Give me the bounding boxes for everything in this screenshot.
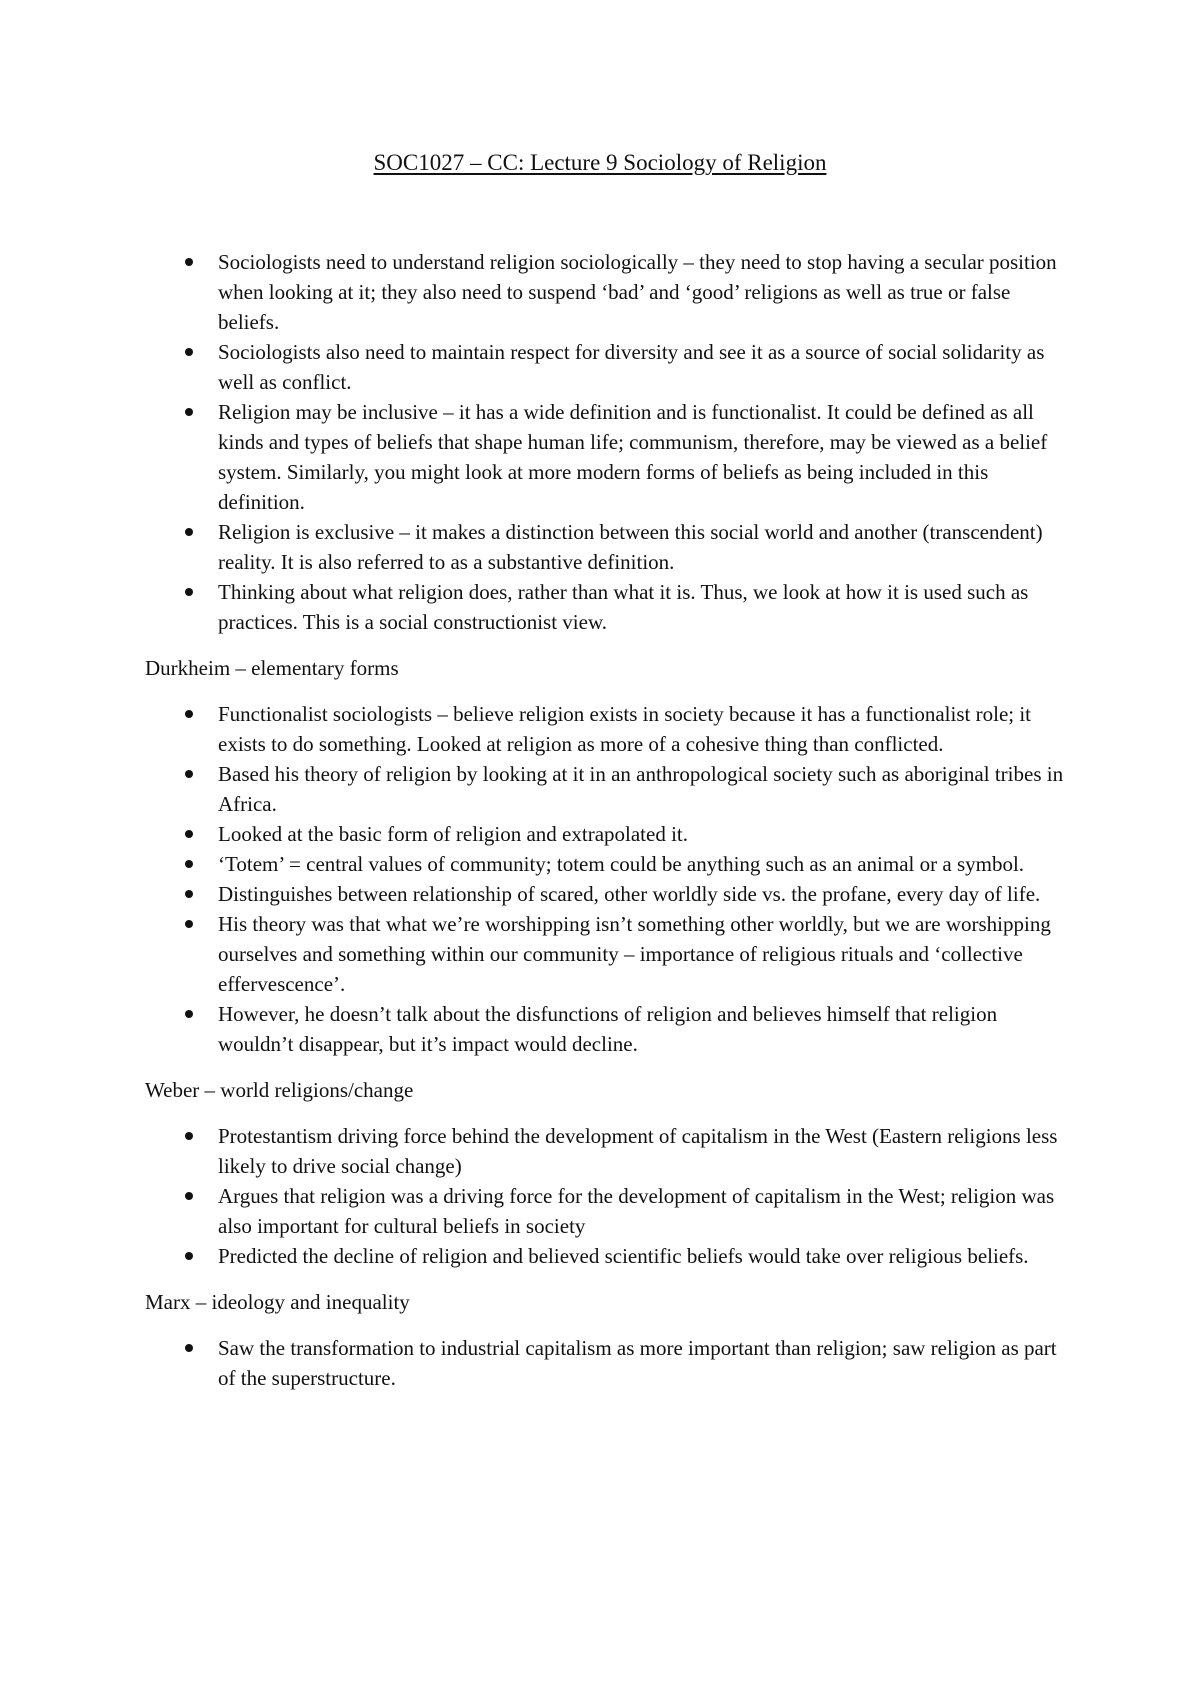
bullet-text: Religion may be inclusive – it has a wide definition and is functionalist. It could be defined as all kinds and types of beliefs that shape human life; communism, therefore, may be viewed as a belief system. Similarly, you might look at more modern forms of beliefs as being included in this definition. bbox=[218, 400, 1048, 514]
bullet-item bbox=[145, 1241, 1070, 1271]
bullet-item bbox=[145, 1121, 1070, 1181]
bullet-text: Based his theory of religion by looking at it in an anthropological society such as aboriginal tribes in Africa. bbox=[218, 762, 1064, 816]
bullet-text: Thinking about what religion does, rather than what it is. Thus, we look at how it is used such as practices. This is a social constructionist view. bbox=[218, 580, 1029, 634]
bullet-text: Predicted the decline of religion and believed scientific beliefs would take over religious beliefs. bbox=[218, 1244, 1029, 1268]
intro-bullet-list bbox=[145, 247, 1070, 637]
document-body bbox=[145, 247, 1070, 1393]
bullet-item bbox=[145, 879, 1070, 909]
bullet-text: Protestantism driving force behind the development of capitalism in the West (Eastern religions less likely to drive social change) bbox=[218, 1124, 1058, 1178]
bullet-text: Religion is exclusive – it makes a distinction between this social world and another (transcendent) reality. It is also referred to as a substantive definition. bbox=[218, 520, 1043, 574]
section-heading: Weber – world religions/change bbox=[145, 1078, 414, 1102]
document-title: SOC1027 – CC: Lecture 9 Sociology of Religion bbox=[373, 150, 827, 175]
bullet-item bbox=[145, 999, 1070, 1059]
sections-container bbox=[145, 653, 1070, 1393]
bullet-text: Saw the transformation to industrial capitalism as more important than religion; saw religion as part of the superstructure. bbox=[218, 1336, 1057, 1390]
bullet-item bbox=[145, 819, 1070, 849]
bullet-dot-icon bbox=[185, 830, 193, 838]
bullet-dot-icon bbox=[185, 1010, 193, 1018]
bullet-text: Sociologists need to understand religion sociologically – they need to stop having a secular position when looking at it; they also need to suspend ‘bad’ and ‘good’ religions as well as true or false beliefs. bbox=[218, 250, 1057, 334]
bullet-item bbox=[145, 699, 1070, 759]
section-heading: Marx – ideology and inequality bbox=[145, 1290, 410, 1314]
bullet-dot-icon bbox=[185, 1192, 193, 1200]
bullet-text: ‘Totem’ = central values of community; totem could be anything such as an animal or a symbol. bbox=[218, 852, 1025, 876]
bullet-item bbox=[145, 909, 1070, 999]
bullet-text: Sociologists also need to maintain respect for diversity and see it as a source of social solidarity as well as conflict. bbox=[218, 340, 1045, 394]
section-heading: Durkheim – elementary forms bbox=[145, 656, 399, 680]
section-bullet-list bbox=[145, 699, 1070, 1059]
bullet-text: Distinguishes between relationship of scared, other worldly side vs. the profane, every day of life. bbox=[218, 882, 1041, 906]
bullet-text: However, he doesn’t talk about the disfunctions of religion and believes himself that religion wouldn’t disappear, but it’s impact would decline. bbox=[218, 1002, 998, 1056]
bullet-text: Functionalist sociologists – believe religion exists in society because it has a functionalist role; it exists to do something. Looked at religion as more of a cohesive thing than conflicted. bbox=[218, 702, 1032, 756]
bullet-item bbox=[145, 397, 1070, 517]
section-bullet-list bbox=[145, 1121, 1070, 1271]
bullet-dot-icon bbox=[185, 710, 193, 718]
bullet-text: Looked at the basic form of religion and extrapolated it. bbox=[218, 822, 689, 846]
bullet-item bbox=[145, 577, 1070, 637]
bullet-item bbox=[145, 517, 1070, 577]
bullet-dot-icon bbox=[185, 860, 193, 868]
bullet-dot-icon bbox=[185, 408, 193, 416]
bullet-item bbox=[145, 1333, 1070, 1393]
bullet-dot-icon bbox=[185, 348, 193, 356]
bullet-dot-icon bbox=[185, 920, 193, 928]
bullet-item bbox=[145, 337, 1070, 397]
bullet-dot-icon bbox=[185, 1252, 193, 1260]
bullet-item bbox=[145, 849, 1070, 879]
bullet-dot-icon bbox=[185, 890, 193, 898]
bullet-item bbox=[145, 759, 1070, 819]
bullet-dot-icon bbox=[185, 770, 193, 778]
bullet-dot-icon bbox=[185, 258, 193, 266]
bullet-dot-icon bbox=[185, 1132, 193, 1140]
bullet-dot-icon bbox=[185, 588, 193, 596]
bullet-dot-icon bbox=[185, 1344, 193, 1352]
bullet-text: His theory was that what we’re worshipping isn’t something other worldly, but we are worshipping ourselves and something within our community – importance of religious rituals and ‘collective effervescence’. bbox=[218, 912, 1051, 996]
section-bullet-list bbox=[145, 1333, 1070, 1393]
bullet-text: Argues that religion was a driving force for the development of capitalism in the West; religion was also important for cultural beliefs in society bbox=[218, 1184, 1055, 1238]
bullet-item bbox=[145, 247, 1070, 337]
bullet-item bbox=[145, 1181, 1070, 1241]
bullet-dot-icon bbox=[185, 528, 193, 536]
